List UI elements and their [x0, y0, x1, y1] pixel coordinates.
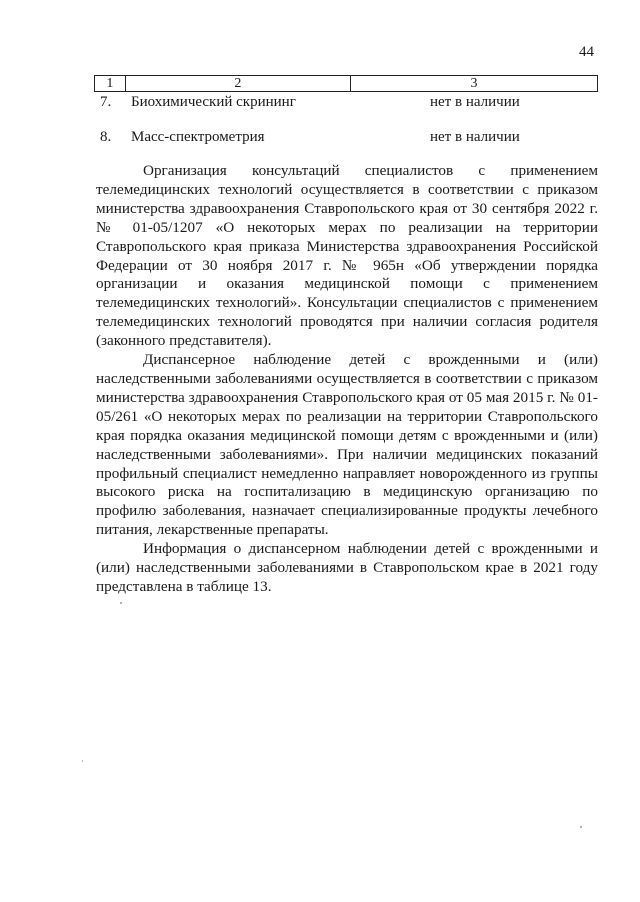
list-item-number: 8.: [100, 129, 112, 145]
table-header-col-3: 3: [350, 76, 597, 92]
list-item-name: Масс-спектрометрия: [131, 129, 265, 145]
list-item-number: 7.: [100, 94, 112, 110]
paragraph-table-reference: Информация о диспансерном наблюдении детей с врожденными и (или) наследственными заболеваниями в Ставропольском крае в 2021 году представлена в таблице 13.: [96, 540, 598, 595]
table-header-col-2: 2: [125, 76, 350, 92]
list-item-status: нет в наличии: [430, 129, 520, 145]
list-item-status: нет в наличии: [430, 94, 520, 110]
paragraph-dispensary: Диспансерное наблюдение детей с врожденными и (или) наследственными заболеваниями осуществляется в соответствии с приказом министерства здравоохранения Ставропольского края от 05 мая 2015 г. № 01-05/261 «О некоторых мерах по реализации на территории Ставропольского края порядка оказания медицинской помощи детям с врожденными и (или) наследственными заболеваниями». При наличии медицинских показаний профильный специалист немедленно направляет новорожденного из группы высокого риска на госпитализацию в медицинскую организацию по профилю заболевания, назначает специализированные продукты лечебного питания, лекарственные препараты.: [96, 351, 598, 539]
table-header-row: [95, 76, 598, 92]
list-item: [0, 127, 640, 147]
table-header: [94, 75, 598, 92]
list-item: [0, 92, 640, 112]
page-number: 44: [579, 44, 594, 60]
scan-speck: [120, 602, 122, 604]
scan-speck: [82, 760, 83, 762]
document-body: [96, 162, 598, 597]
table-header-col-1: 1: [95, 76, 126, 92]
paragraph-telemedicine: Организация консультаций специалистов с применением телемедицинских технологий осуществляется в соответствии с приказом министерства здравоохранения Ставропольского края от 30 сентября 2022 г. № 01-05/1207 «О некоторых мерах по реализации на территории Ставропольского края приказа Министерства здравоохранения Российской Федерации от 30 ноября 2017 г. № 965н «Об утверждении порядка организации и оказания медицинской помощи с применением телемедицинских технологий». Консультации специалистов с применением телемедицинских технологий проводятся при наличии согласия родителя (законного представителя).: [96, 162, 598, 350]
scan-speck: [580, 826, 582, 828]
list-item-name: Биохимический скрининг: [131, 94, 296, 110]
